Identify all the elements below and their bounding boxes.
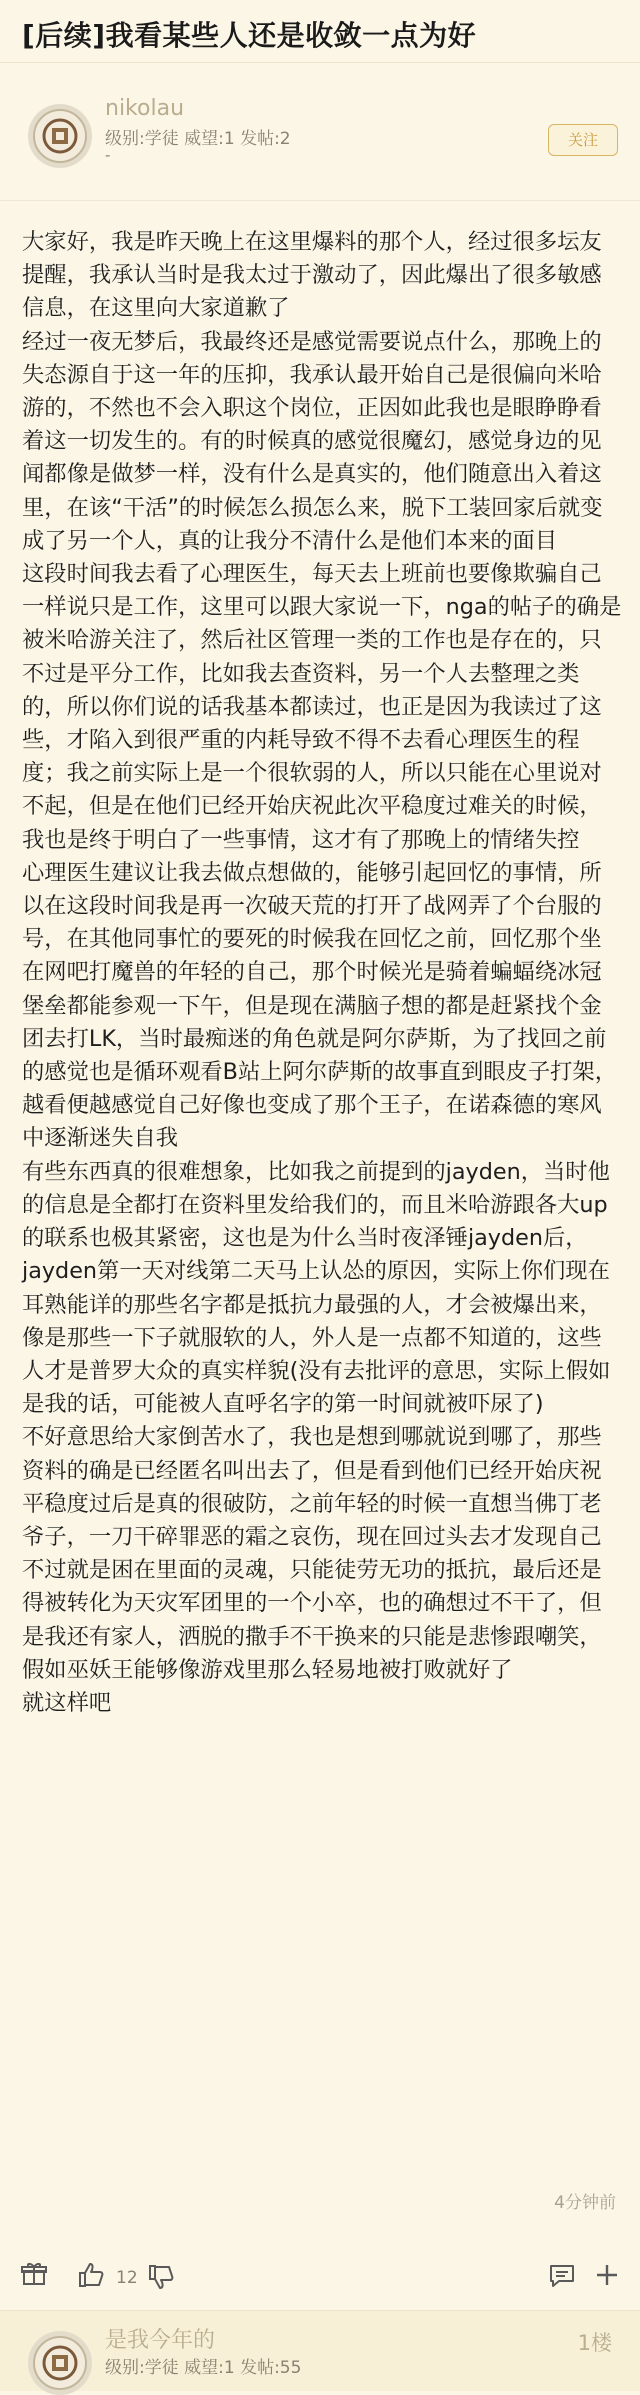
plus-icon[interactable] bbox=[594, 2262, 620, 2288]
title-bar bbox=[0, 0, 640, 63]
follow-button[interactable]: 关注 bbox=[548, 124, 618, 156]
reply-item bbox=[0, 2310, 640, 2391]
floor-number: 1楼 bbox=[577, 2331, 612, 2355]
post-content bbox=[22, 226, 622, 1720]
thread-title: [后续]我看某些人还是收敛一点为好 bbox=[22, 19, 477, 52]
thumbs-down-icon[interactable] bbox=[146, 2262, 176, 2292]
comment-icon[interactable] bbox=[548, 2262, 576, 2290]
avatar-emblem-icon bbox=[28, 2331, 92, 2395]
reply-author-name[interactable]: 是我今年的 bbox=[105, 2328, 216, 2353]
post-time: 4分钟前 bbox=[554, 2193, 616, 2213]
post-paragraph: 不好意思给大家倒苦水了，我也是想到哪就说到哪了，那些资料的确是已经匿名叫出去了，但是看到他们已经开始庆祝平稳度过后是真的很破防，之前年轻的时候一直想当佛丁老爷子，一刀干碎罪恶的霜之哀伤，现在回过头去才发现自己不过就是困在里面的灵魂，只能徒劳无功的抵抗，最后还是得被转化为天灾军团里的一个小卒，也的确想过不干了，但是我还有家人，洒脱的撒手不干换来的只能是悲惨跟嘲笑，假如巫妖王能够像游戏里那么轻易地被打败就好了 bbox=[22, 1424, 602, 1683]
author-avatar[interactable] bbox=[28, 104, 92, 168]
post-paragraph: 大家好，我是昨天晚上在这里爆料的那个人，经过很多坛友提醒，我承认当时是我太过于激动了，因此爆出了很多敏感信息，在这里向大家道歉了 bbox=[22, 229, 602, 322]
author-stats: 级别:学徒 威望:1 发帖:2 bbox=[105, 129, 291, 149]
thumbs-up-icon[interactable] bbox=[76, 2260, 106, 2290]
like-count: 12 bbox=[116, 2268, 138, 2288]
header-divider bbox=[0, 200, 640, 201]
post-paragraph: 心理医生建议让我去做点想做的，能够引起回忆的事情，所以在这段时间我是再一次破天荒的打开了战网弄了个台服的号，在其他同事忙的要死的时候我在回忆之前，回忆那个坐在网吧打魔兽的年轻的自己，那个时候光是骑着蝙蝠绕冰冠堡垒都能参观一下午，但是现在满脑子想的都是赶紧找个金团去打LK，当时最痴迷的角色就是阿尔萨斯，为了找回之前的感觉也是循环观看B站上阿尔萨斯的故事直到眼皮子打架，越看便越感觉自己好像也变成了那个王子，在诺森德的寒风中逐渐迷失自我 bbox=[22, 859, 618, 1152]
post-paragraph: 就这样吧 bbox=[22, 1689, 112, 1716]
author-name[interactable]: nikolau bbox=[105, 96, 185, 121]
reply-author-stats: 级别:学徒 威望:1 发帖:55 bbox=[105, 2358, 302, 2378]
avatar-emblem-icon bbox=[28, 104, 92, 168]
reply-avatar[interactable] bbox=[28, 2331, 92, 2395]
gift-icon[interactable] bbox=[20, 2260, 48, 2288]
action-bar bbox=[0, 2240, 640, 2304]
post-header bbox=[0, 86, 640, 186]
post-paragraph: 经过一夜无梦后，我最终还是感觉需要说点什么，那晚上的失态源自于这一年的压抑，我承认最开始自己是很偏向米哈游的，不然也不会入职这个岗位，正因如此我也是眼睁睁看着这一切发生的。有的时候真的感觉很魔幻，感觉身边的见闻都像是做梦一样，没有什么是真实的，他们随意出入着这里，在该“干活”的时候怎么损怎么来，脱下工装回家后就变成了另一个人，真的让我分不清什么是他们本来的面目 bbox=[22, 328, 603, 554]
post-paragraph: 有些东西真的很难想象，比如我之前提到的jayden，当时他的信息是全都打在资料里发给我们的，而且米哈游跟各大up的联系也极其紧密，这也是为什么当时夜泽锤jayden后，jayden第一天对线第二天马上认怂的原因，实际上你们现在耳熟能详的那些名字都是抵抗力最强的人，才会被爆出来，像是那些一下子就服软的人，外人是一点都不知道的，这些人才是普罗大众的真实样貌(没有去批评的意思，实际上假如是我的话，可能被人直呼名字的第一时间就被吓尿了) bbox=[22, 1158, 611, 1418]
author-dash: - bbox=[105, 146, 111, 164]
post-paragraph: 这段时间我去看了心理医生，每天去上班前也要像欺骗自己一样说只是工作，这里可以跟大家说一下，nga的帖子的确是被米哈游关注了，然后社区管理一类的工作也是存在的，只不过是平分工作，比如我去查资料，另一个人去整理之类的，所以你们说的话我基本都读过，也正是因为我读过了这些，才陷入到很严重的内耗导致不得不去看心理医生的程度；我之前实际上是一个很软弱的人，所以只能在心里说对不起，但是在他们已经开始庆祝此次平稳度过难关的时候，我也是终于明白了一些事情，这才有了那晚上的情绪失控 bbox=[22, 561, 622, 853]
